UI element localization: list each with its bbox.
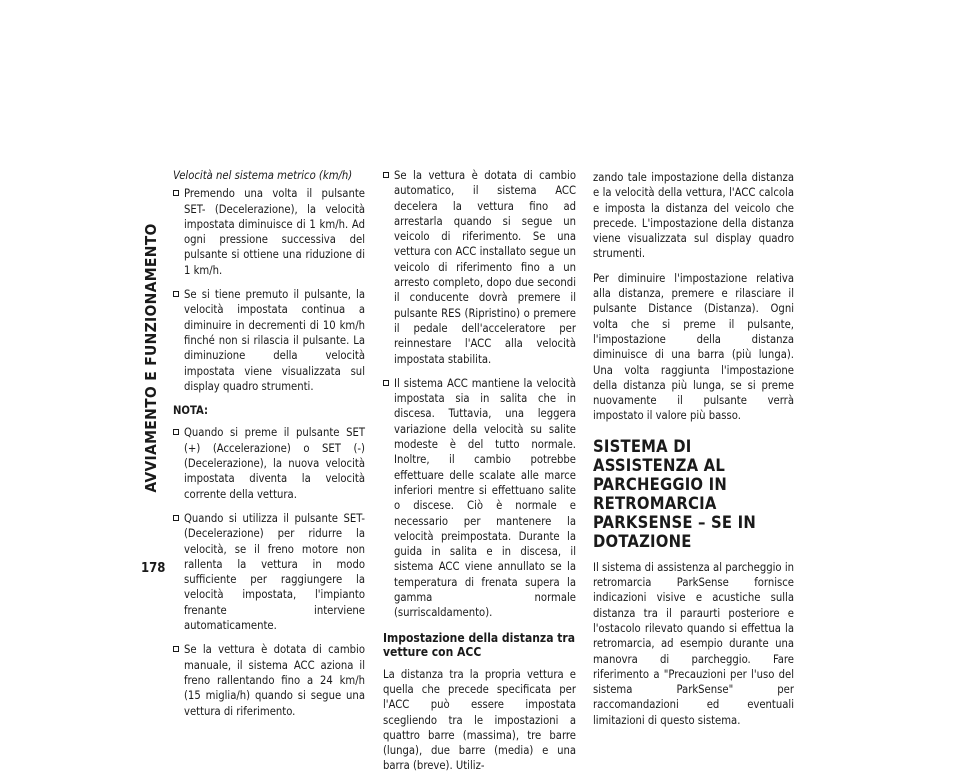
- paragraph: Per diminuire l'impostazione relativa alla distanza, premere e rilasciare il pulsante Distance (Distanza). Ogni volta che si preme il pulsante, l'impostazione della distanza diminuisce di una barra (più lunga). Una volta raggiunta l'impostazione della distanza più lunga, se si preme nuovamente il pulsante verrà impostato il valore più basso.: [593, 271, 794, 423]
- bullet-text: Premendo una volta il pulsante SET- (Decelerazione), la velocità impostata diminuisce di 1 km/h. Ad ogni pressione successiva del pulsante si ottiene una riduzione di 1 km/h.: [184, 187, 365, 277]
- bullet-square-icon: [173, 646, 179, 652]
- list-item: [173, 186, 365, 278]
- metric-heading: Velocità nel sistema metrico (km/h): [173, 169, 353, 182]
- section-title: SISTEMA DI ASSISTENZA AL PARCHEGGIO IN RETROMARCIA PARKSENSE – SE IN DOTAZIONE: [593, 436, 756, 551]
- paragraph: Il sistema di assistenza al parcheggio in retromarcia ParkSense fornisce indicazioni visive e acustiche sulla distanza tra il paraurti posteriore e l'ostacolo rilevato quando si effettua la retromarcia, ad esempio durante una manovra di parcheggio. Fare riferimento a "Precauzioni per l'uso del sistema ParkSense" per raccomandazioni ed eventuali limitazioni di questo sistema.: [593, 560, 794, 727]
- chapter-title: AVVIAMENTO E FUNZIONAMENTO: [142, 223, 160, 493]
- bullet-text: Quando si utilizza il pulsante SET- (Decelerazione) per ridurre la velocità, se il freno motore non rallenta la vettura in modo sufficiente per raggiungere la velocità impostata, l'impianto frenante interviene automaticamente.: [184, 511, 365, 633]
- paragraph: La distanza tra la propria vettura e quella che precede specificata per l'ACC può essere impostata scegliendo tra le impostazioni a quattro barre (massima), tre barre (lunga), due barre (media) e una barra (breve). Utiliz-: [383, 667, 576, 773]
- list-item: [383, 168, 576, 367]
- list-item: [173, 642, 365, 718]
- acc-distance-subheading: Impostazione della distanza tra vetture con ACC: [383, 630, 576, 659]
- list-item: [383, 376, 576, 621]
- column-2: [383, 168, 576, 783]
- bullet-square-icon: [383, 380, 389, 386]
- bullet-square-icon: [173, 515, 179, 521]
- bullet-text: Se la vettura è dotata di cambio automatico, il sistema ACC decelera la vettura fino ad arrestarla quando si segue un veicolo di riferimento. Se una vettura con ACC installato segue un veicolo di riferimento fino a un arresto completo, dopo due secondi il conducente dovrà premere il pulsante RES (Ripristino) o premere il pedale dell'acceleratore per reinnestare l'ACC alla velocità impostata stabilita.: [394, 169, 576, 366]
- bullet-text: Se si tiene premuto il pulsante, la velocità impostata continua a diminuire in decrementi di 10 km/h finché non si rilascia il pulsante. La diminuzione della velocità impostata viene visualizzata sul display quadro strumenti.: [184, 288, 365, 393]
- column-3: [593, 170, 794, 737]
- chapter-side-tab: [141, 160, 161, 556]
- bullet-text: Il sistema ACC mantiene la velocità impostata sia in salita che in discesa. Tuttavia, una leggera variazione della velocità su salite modeste è del tutto normale. Inoltre, il cambio potrebbe effettuare delle scalate alle marce inferiori mentre si effettuano salite o discese. Ciò è normale e necessario per mantenere la velocità preimpostata. Durante la guida in salita e in discesa, il sistema ACC viene annullato se la temperatura di frenata supera la gamma normale (surriscaldamento).: [394, 376, 576, 620]
- list-item: [173, 287, 365, 394]
- column-1: [173, 168, 365, 728]
- list-item: [173, 425, 365, 501]
- bullet-square-icon: [383, 172, 389, 178]
- bullet-text: Quando si preme il pulsante SET (+) (Accelerazione) o SET (-) (Decelerazione), la nuova velocità impostata diventa la velocità corrente della vettura.: [184, 426, 365, 501]
- bullet-square-icon: [173, 291, 179, 297]
- bullet-text: Se la vettura è dotata di cambio manuale, il sistema ACC aziona il freno rallentando fino a 24 km/h (15 miglia/h) quando si segue una vettura di riferimento.: [184, 643, 365, 718]
- bullet-square-icon: [173, 190, 179, 196]
- bullet-square-icon: [173, 429, 179, 435]
- page-number: 178: [141, 561, 166, 576]
- list-item: [173, 511, 365, 633]
- note-label: NOTA:: [173, 404, 208, 418]
- paragraph: zando tale impostazione della distanza e la velocità della vettura, l'ACC calcola e imposta la distanza del veicolo che precede. L'impostazione della distanza viene visualizzata sul display quadro strumenti.: [593, 171, 794, 261]
